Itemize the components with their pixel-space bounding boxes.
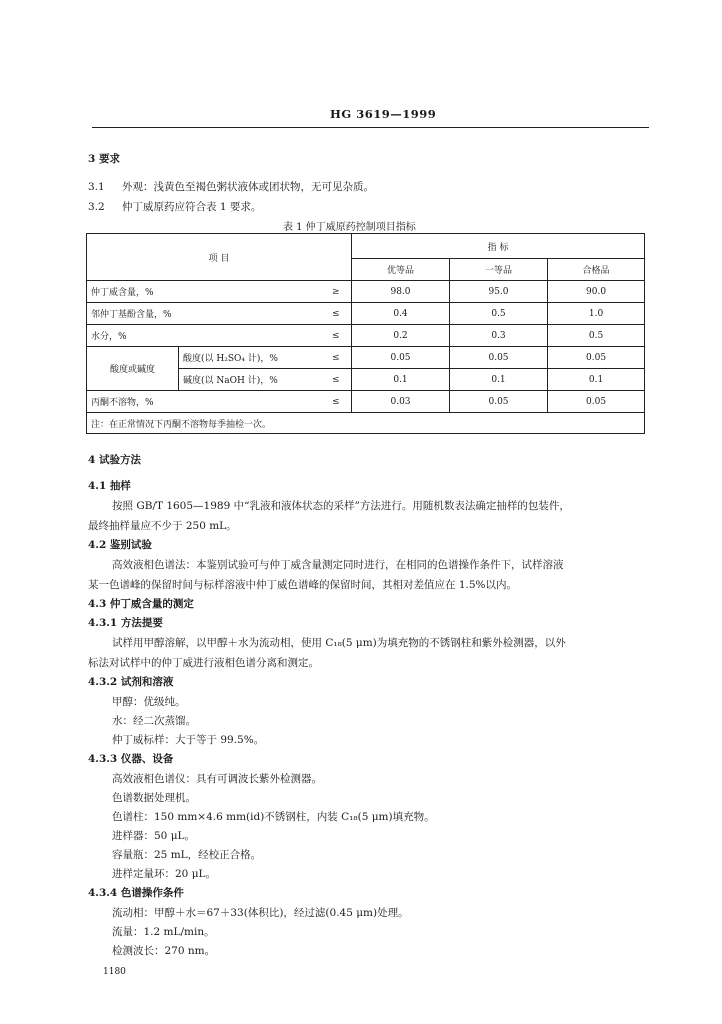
- page-number: 1180: [103, 967, 126, 977]
- apparatus-item: 色谱数据处理机。: [112, 792, 196, 804]
- grade-superior: 优等品: [352, 259, 450, 281]
- clause-4-1-line-2: 最终抽样量应不少于 250 mL。: [88, 520, 237, 532]
- table-note: 注：在正常情况下丙酮不溶物每季抽检一次。: [87, 413, 645, 434]
- clause-number: 3.1: [88, 181, 105, 193]
- cell-value: 0.05: [450, 391, 548, 413]
- row-label: 邻仲丁基酚含量，%: [87, 303, 321, 325]
- row-symbol: ≤: [321, 391, 352, 413]
- cell-value: 0.05: [548, 347, 645, 369]
- table-note-row: [87, 413, 645, 434]
- clause-4-3-title: 4.3 仲丁威含量的测定: [88, 598, 194, 610]
- cell-value: 0.5: [548, 325, 645, 347]
- specification-table: [86, 233, 645, 434]
- cell-value: 0.4: [352, 303, 450, 325]
- row-label: 水分，%: [87, 325, 321, 347]
- clause-4-2-line-2: 某一色谱峰的保留时间与标样溶液中仲丁威色谱峰的保留时间，其相对差值应在 1.5%以内。: [88, 579, 518, 591]
- section-3-title: 3 要求: [88, 153, 120, 165]
- cell-value: 0.3: [450, 325, 548, 347]
- row-symbol: ≥: [321, 281, 352, 303]
- clause-4-1-line-1: 按照 GB/T 1605—1989 中“乳液和液体状态的采样”方法进行。用随机数表法确定抽样的包装件，: [112, 500, 570, 512]
- cell-value: 95.0: [450, 281, 548, 303]
- clause-text: 外观：浅黄色至褐色粥状液体或团状物，无可见杂质。: [122, 181, 374, 193]
- cell-value: 0.03: [352, 391, 450, 413]
- table-row: [87, 281, 645, 303]
- apparatus-item: 色谱柱：150 mm×4.6 mm(id)不锈钢柱，内装 C₁₈(5 μm)填充物。: [112, 811, 435, 823]
- row-symbol: ≤: [321, 347, 352, 369]
- row-label: 丙酮不溶物，%: [87, 391, 321, 413]
- cell-value: 1.0: [548, 303, 645, 325]
- cell-value: 0.05: [450, 347, 548, 369]
- apparatus-item: 容量瓶：25 mL，经校正合格。: [112, 849, 262, 861]
- row-group-label: 酸度或碱度: [87, 347, 179, 391]
- table-row: [87, 391, 645, 413]
- table-row: [87, 303, 645, 325]
- clause-4-3-2-title: 4.3.2 试剂和溶液: [88, 676, 174, 688]
- clause-4-3-4-title: 4.3.4 色谱操作条件: [88, 887, 184, 899]
- cell-value: 0.05: [548, 391, 645, 413]
- cell-value: 0.1: [548, 369, 645, 391]
- clause-3-2: [88, 199, 261, 214]
- condition-item: 流动相：甲醇＋水＝67＋33(体积比)，经过滤(0.45 μm)处理。: [112, 907, 409, 919]
- row-symbol: ≤: [321, 303, 352, 325]
- reagent-item: 甲醇：优级纯。: [112, 696, 186, 708]
- row-label: 碱度(以 NaOH 计)，%: [179, 369, 321, 391]
- clause-number: 3.2: [88, 201, 105, 213]
- clause-4-2-line-1: 高效液相色谱法：本鉴别试验可与仲丁威含量测定同时进行，在相同的色谱操作条件下，试样溶液: [112, 559, 564, 571]
- cell-value: 98.0: [352, 281, 450, 303]
- grade-qualified: 合格品: [548, 259, 645, 281]
- condition-item: 流量：1.2 mL/min。: [112, 926, 215, 938]
- table-header-row: [87, 234, 645, 259]
- header-rule: [92, 127, 649, 128]
- header-item: 项 目: [87, 234, 352, 281]
- header-index: 指 标: [352, 234, 645, 259]
- grade-first: 一等品: [450, 259, 548, 281]
- row-symbol: ≤: [321, 369, 352, 391]
- section-4-title: 4 试验方法: [88, 454, 141, 466]
- clause-4-1-title: 4.1 抽样: [88, 480, 131, 492]
- clause-text: 仲丁威原药应符合表 1 要求。: [122, 201, 262, 213]
- cell-value: 0.1: [352, 369, 450, 391]
- cell-value: 0.05: [352, 347, 450, 369]
- condition-item: 检测波长：270 nm。: [112, 945, 216, 957]
- cell-value: 0.1: [450, 369, 548, 391]
- apparatus-item: 高效液相色谱仪：具有可调波长紫外检测器。: [112, 773, 322, 785]
- standard-code: HG 3619—1999: [330, 107, 437, 121]
- apparatus-item: 进样定量环：20 μL。: [112, 868, 216, 880]
- clause-4-3-3-title: 4.3.3 仪器、设备: [88, 753, 174, 765]
- table-row: [87, 347, 645, 369]
- reagent-item: 水：经二次蒸馏。: [112, 715, 196, 727]
- clause-4-3-1-line-1: 试样用甲醇溶解，以甲醇＋水为流动相，使用 C₁₈(5 μm)为填充物的不锈钢柱和紫外检测器，以外: [112, 637, 566, 649]
- clause-4-3-1-line-2: 标法对试样中的仲丁威进行液相色谱分离和测定。: [88, 657, 319, 669]
- cell-value: 90.0: [548, 281, 645, 303]
- row-label: 仲丁威含量，%: [87, 281, 321, 303]
- row-symbol: ≤: [321, 325, 352, 347]
- table-caption: 表 1 仲丁威原药控制项目指标: [283, 222, 416, 233]
- apparatus-item: 进样器：50 μL。: [112, 830, 195, 842]
- row-label: 酸度(以 H₂SO₄ 计)，%: [179, 347, 321, 369]
- table-row: [87, 325, 645, 347]
- cell-value: 0.5: [450, 303, 548, 325]
- clause-3-1: [88, 179, 374, 194]
- clause-4-3-1-title: 4.3.1 方法提要: [88, 617, 163, 629]
- reagent-item: 仲丁威标样：大于等于 99.5%。: [112, 734, 265, 746]
- cell-value: 0.2: [352, 325, 450, 347]
- clause-4-2-title: 4.2 鉴别试验: [88, 539, 152, 551]
